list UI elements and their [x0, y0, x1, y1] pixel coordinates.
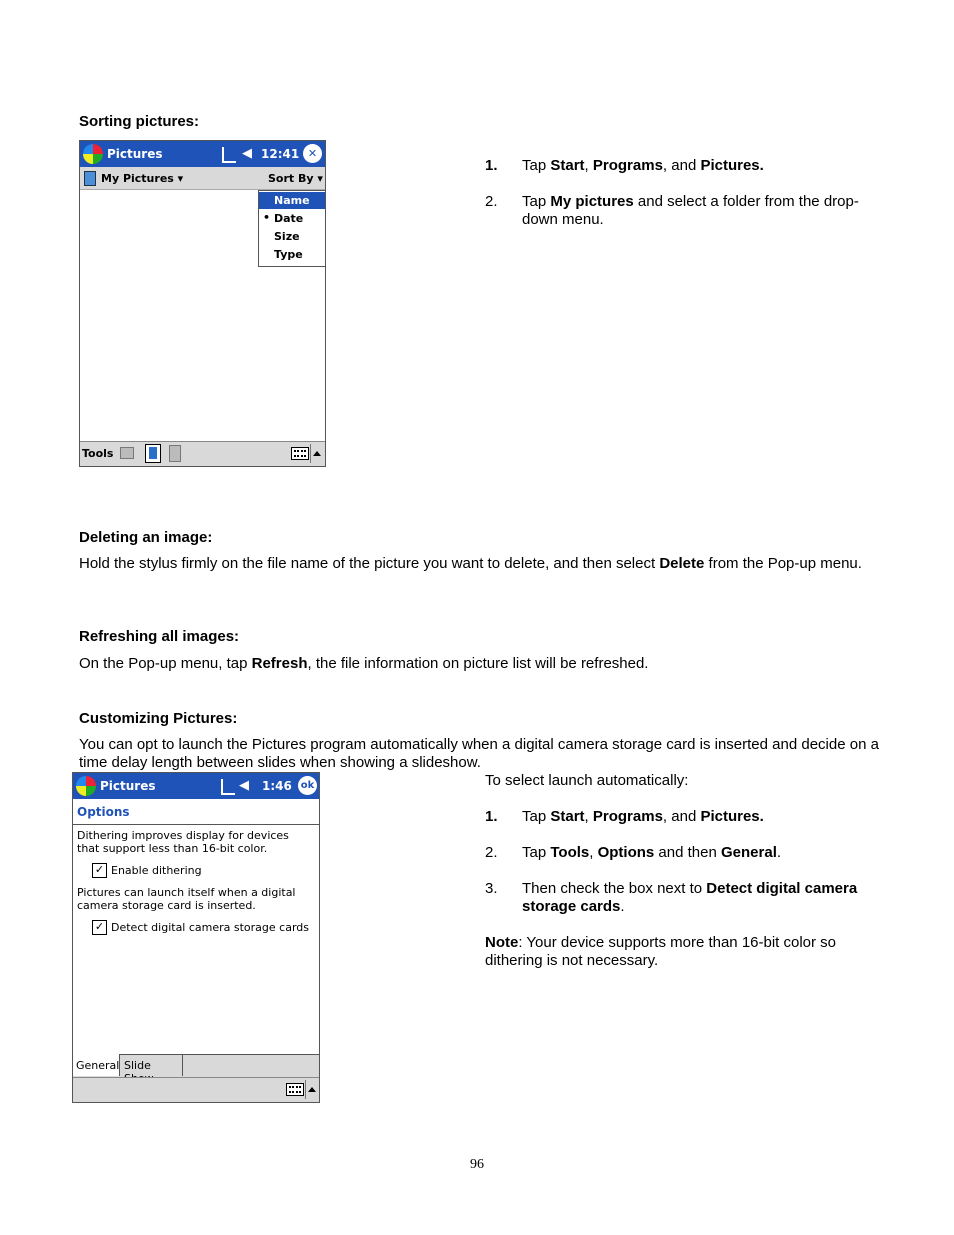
step-text: Tap My pictures and select a folder from the drop-down menu. — [522, 193, 859, 228]
customizing-lead: To select launch automatically: — [485, 772, 689, 789]
slideshow-icon[interactable] — [120, 447, 134, 459]
step-text: Tap Start, Programs, and Pictures. — [522, 808, 764, 825]
close-icon[interactable]: ✕ — [303, 144, 322, 163]
tab-slide-show[interactable] — [120, 1055, 183, 1076]
menu-item-date[interactable] — [259, 210, 325, 227]
options-screenshot — [72, 772, 320, 1103]
divider — [310, 444, 311, 463]
keyboard-icon[interactable] — [291, 447, 309, 460]
menu-item-label: Name — [274, 194, 310, 207]
customizing-intro: You can opt to launch the Pictures program automatically when a digital camera storage card is inserted and decide on a time delay length between slides when showing a slideshow. — [79, 736, 879, 771]
divider — [305, 1080, 306, 1099]
signal-icon — [221, 779, 235, 795]
folder-dropdown[interactable] — [101, 172, 183, 185]
chevron-down-icon: ▾ — [177, 172, 184, 185]
deleting-text: Hold the stylus firmly on the file name of the picture you want to delete, and then select Delete from the Pop-up menu. — [79, 555, 862, 572]
options-title: Options — [77, 805, 130, 819]
detect-card-label: Detect digital camera storage cards — [111, 921, 310, 934]
deleting-heading: Deleting an image: — [79, 529, 213, 546]
windows-start-icon — [76, 776, 96, 796]
menu-item-size[interactable] — [259, 228, 325, 245]
folder-label: My Pictures — [101, 172, 174, 185]
refreshing-text: On the Pop-up menu, tap Refresh, the file information on picture list will be refreshed. — [79, 655, 649, 672]
card-icon[interactable] — [169, 445, 181, 462]
options-divider — [73, 824, 319, 825]
ok-button[interactable]: ok — [298, 776, 317, 795]
folder-icon — [84, 171, 96, 186]
step-text: Tap Tools, Options and then General. — [522, 844, 782, 861]
refreshing-heading: Refreshing all images: — [79, 628, 240, 645]
camera-icon[interactable] — [145, 444, 161, 463]
menu-item-name[interactable] — [259, 192, 325, 209]
sort-by-dropdown[interactable] — [268, 172, 323, 185]
clock: 12:41 — [261, 147, 300, 161]
tab-general[interactable] — [73, 1054, 120, 1076]
sort-screenshot — [79, 140, 326, 467]
enable-dithering-label: Enable dithering — [111, 864, 202, 877]
tab-strip — [73, 1054, 319, 1077]
speaker-icon: ◀ — [242, 146, 252, 161]
clock: 1:46 — [262, 779, 292, 793]
customizing-heading: Customizing Pictures: — [79, 710, 238, 727]
menu-item-label: Size — [274, 230, 300, 243]
title-bar — [73, 773, 319, 799]
sorting-heading: Sorting pictures: — [79, 113, 200, 130]
page-number: 96 — [470, 1157, 484, 1172]
step-number: 1. — [485, 808, 498, 825]
menu-item-type[interactable] — [259, 246, 325, 263]
tab-label: Slide — [124, 1059, 151, 1072]
chevron-down-icon: ▾ — [317, 172, 323, 185]
menu-item-label: Type — [274, 248, 303, 261]
step-number: 2. — [485, 193, 498, 210]
enable-dithering-checkbox[interactable]: ✓ — [92, 863, 107, 878]
launch-description: Pictures can launch itself when a digital camera storage card is inserted. — [77, 886, 296, 912]
signal-icon — [222, 147, 236, 163]
step-text: Tap Start, Programs, and Pictures. — [522, 157, 764, 174]
note: Note: Your device supports more than 16-bit color so dithering is not necessary. — [485, 934, 837, 969]
menu-item-label: Date — [274, 212, 304, 225]
command-bar — [73, 1077, 319, 1102]
dither-description: Dithering improves display for devices that support less than 16-bit color. — [77, 829, 289, 855]
step-text: Then check the box next to Detect digital camera storage cards. — [522, 880, 858, 915]
app-title: Pictures — [100, 779, 156, 793]
sort-menu — [258, 190, 326, 267]
sip-arrow-icon[interactable] — [313, 451, 321, 456]
keyboard-icon[interactable] — [286, 1083, 304, 1096]
command-bar — [80, 441, 325, 466]
selected-bullet: • — [263, 211, 271, 224]
tools-menu[interactable]: Tools — [82, 447, 114, 460]
step-number: 3. — [485, 880, 498, 897]
folder-bar — [80, 167, 325, 190]
app-title: Pictures — [107, 147, 163, 161]
detect-card-checkbox[interactable]: ✓ — [92, 920, 107, 935]
sort-by-label: Sort By — [268, 172, 314, 185]
step-number: 2. — [485, 844, 498, 861]
step-number: 1. — [485, 157, 498, 174]
sip-arrow-icon[interactable] — [308, 1087, 316, 1092]
title-bar — [80, 141, 325, 167]
speaker-icon: ◀ — [239, 778, 249, 793]
windows-start-icon — [83, 144, 103, 164]
tab-label: General — [76, 1059, 120, 1072]
